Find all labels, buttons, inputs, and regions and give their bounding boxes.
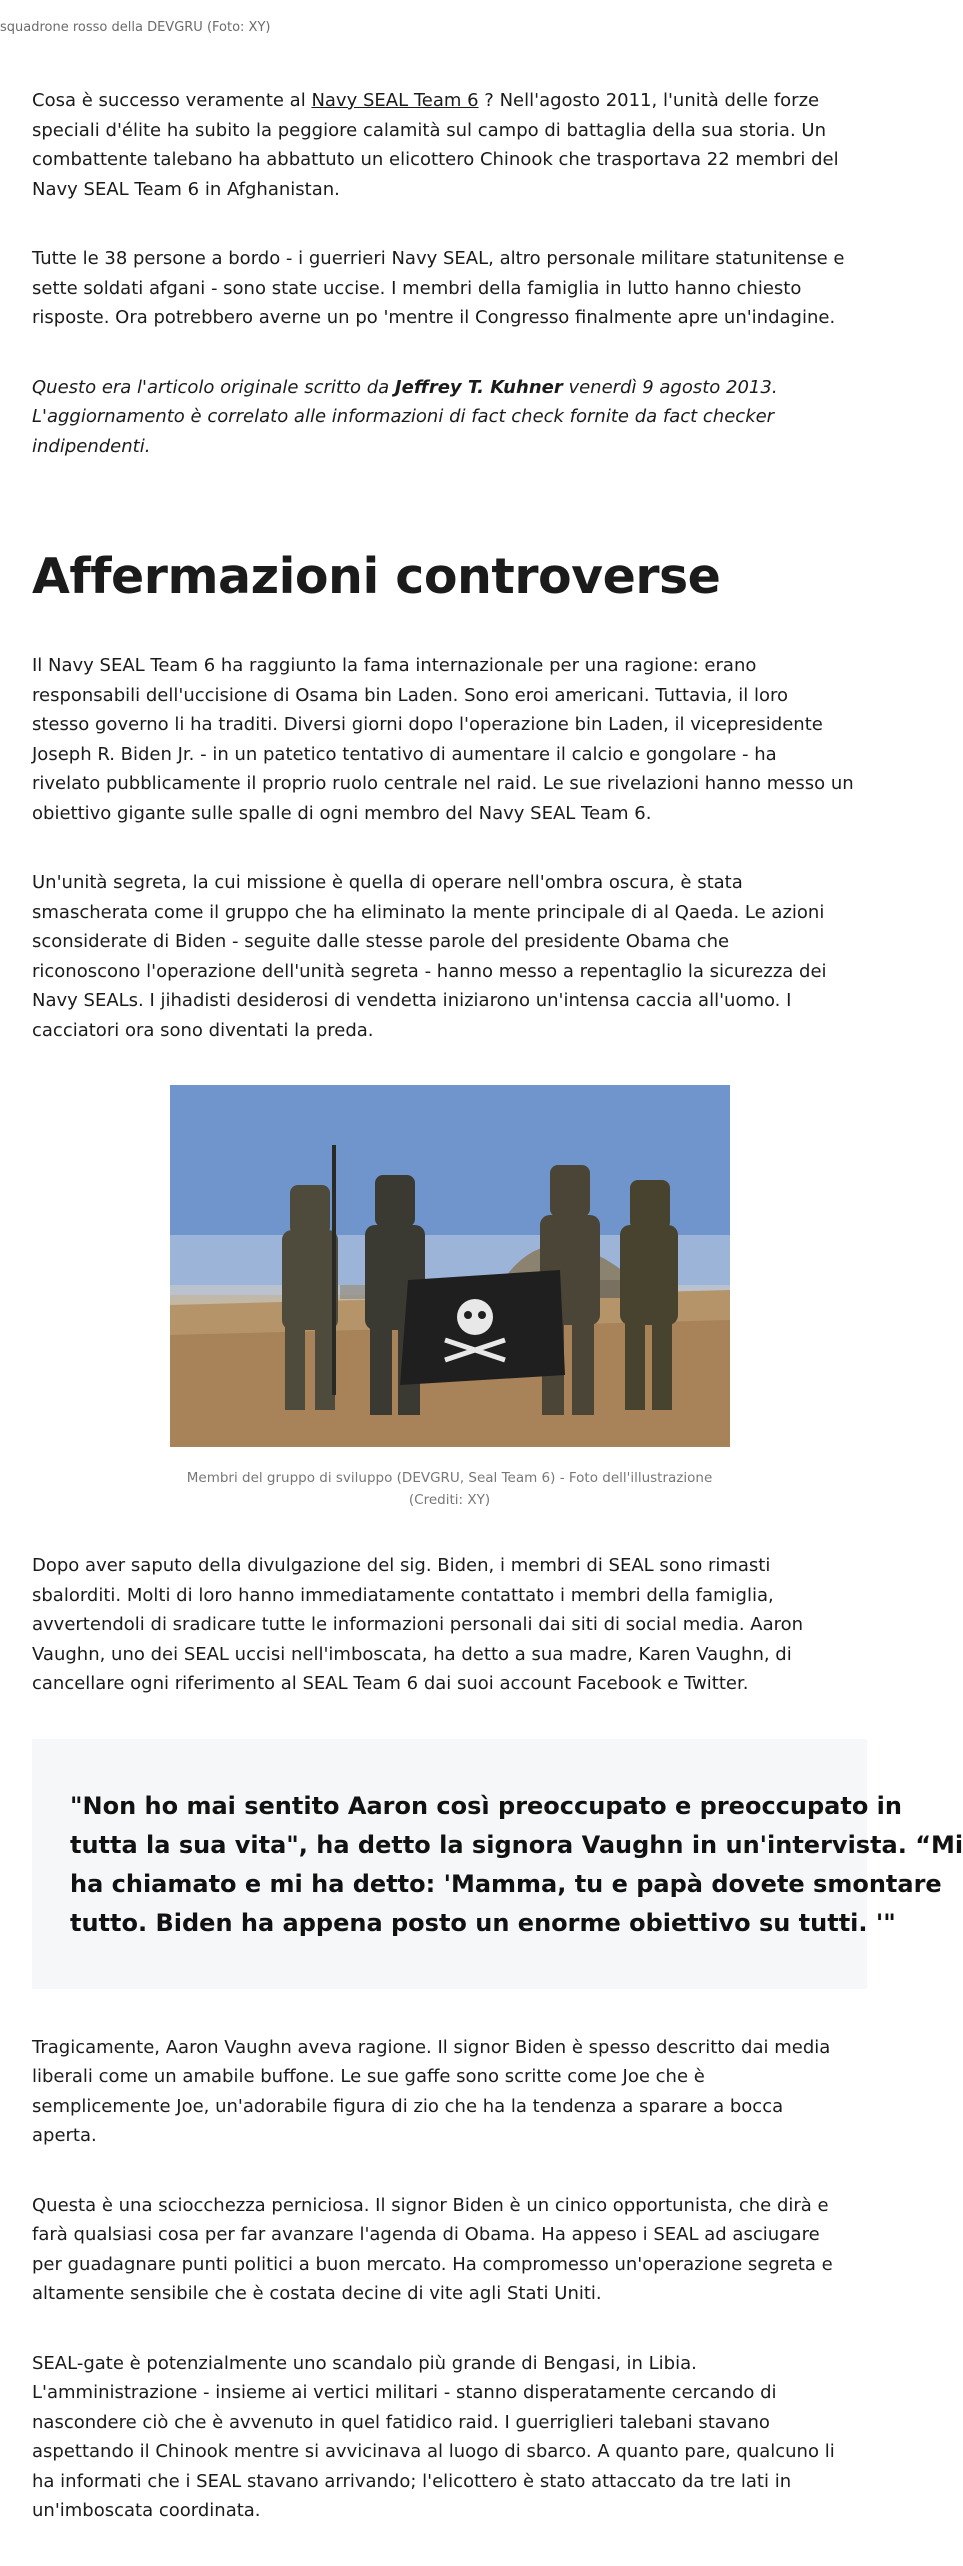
top-photo-caption: squadrone rosso della DEVGRU (Foto: XY) [0,20,271,35]
paragraph-line: Vaughn, uno dei SEAL uccisi nell'imboscata, ha detto a sua madre, Karen Vaughn, di [32,1643,792,1665]
pull-quote [32,1739,963,1989]
paragraph-tragically [32,2033,867,2151]
paragraph-line: aperta. [32,2125,97,2146]
caption-line: Membri del gruppo di sviluppo (DEVGRU, Seal Team 6) - Foto dell'illustrazione [186,1470,713,1486]
photo-caption [32,1467,867,1511]
article-body [32,86,963,2566]
paragraph-line: Tragicamente, Aaron Vaughn aveva ragione. Il signor Biden è spesso descritto dai media [32,2036,831,2058]
pull-quote-text [70,1787,963,1943]
paragraph-casualties [32,244,867,333]
caption-line: (Crediti: XY) [408,1492,491,1508]
paragraph-line: sbalorditi. Molti di loro hanno immediatamente contattato i membri della famiglia, [32,1584,774,1606]
paragraph-line: semplicemente Joe, un'adorabile figura di zio che ha la tendenza a sparare a bocca [32,2095,784,2117]
paragraph-line: cancellare ogni riferimento al SEAL Team 6 dai suoi account Facebook e Twitter. [32,1673,749,1694]
quote-line: tutto. Biden ha appena posto un enorme obiettivo su tutti. '" [70,1908,896,1937]
paragraph-line: per guadagnare punti politici a buon mercato. Ha compromesso un'operazione segreta e [32,2253,833,2275]
paragraph-line: obiettivo gigante sulle spalle di ogni membro del Navy SEAL Team 6. [32,802,652,824]
paragraph-line: cacciatori ora sono diventati la preda. [32,1019,374,1041]
paragraph-line: Questo era l'articolo originale scritto da Jeffrey T. Kuhner venerdì 9 agosto 2013. [32,376,778,398]
paragraph-line: combattente talebano ha abbattuto un elicottero Chinook che trasportava 22 membri del [32,149,839,170]
paragraph-line: Dopo aver saputo della divulgazione del sig. Biden, i membri di SEAL sono rimasti [32,1555,771,1576]
paragraph-editor-note [32,373,867,462]
paragraph-line: stesso governo li ha traditi. Diversi giorni dopo l'operazione bin Laden, il vicepresidente [32,714,823,735]
paragraph-aftermath [32,1551,867,1699]
paragraph-line: rivelato pubblicamente il proprio ruolo centrale nel raid. Le sue rivelazioni hanno messo un [32,773,854,794]
paragraph-line: ha informati che i SEAL stavano arrivando; l'elicottero è stato attaccato da tre lati in [32,2470,792,2492]
paragraph-line: farà qualsiasi cosa per far avanzare l'agenda di Obama. Ha appeso i SEAL ad asciugare [32,2224,820,2245]
quote-line: ha chiamato e mi ha detto: 'Mamma, tu e papà dovete smontare [70,1869,942,1898]
paragraph-line: Navy SEAL Team 6 in Afghanistan. [32,178,340,200]
paragraph-line: smascherata come il gruppo che ha eliminato la mente principale di al Qaeda. Le azioni [32,901,825,923]
paragraph-line: SEAL-gate è potenzialmente uno scandalo più grande di Bengasi, in Libia. [32,2352,697,2374]
paragraph-line: speciali d'élite ha subito la peggiore calamità sul campo di battaglia della sua storia. Un [32,119,826,141]
paragraph-line: indipendenti. [32,435,151,457]
paragraph-line: liberali come un amabile buffone. Le sue gaffe sono scritte come Joe che è [32,2066,705,2087]
photo-seal-team-flag [170,1085,730,1447]
navy-seal-team-6-link[interactable]: Navy SEAL Team 6 [311,90,479,111]
quote-line: tutta la sua vita", ha detto la signora Vaughn in un'intervista. “Mi [70,1830,963,1859]
article-photo [32,1085,867,1511]
paragraph-line: avvertendoli di sradicare tutte le informazioni personali dai siti di social media. Aaron [32,1614,804,1635]
paragraph-line: Navy SEALs. I jihadisti desiderosi di vendetta iniziarono un'intensa caccia all'uomo. I [32,990,792,1011]
paragraph-line: L'amministrazione - insieme ai vertici militari - stanno disperatamente cercando di [32,2382,777,2403]
paragraph-line: risposte. Ora potrebbero averne un po 'mentre il Congresso finalmente apre un'indagine. [32,307,836,328]
paragraph-line: riconoscono l'operazione dell'unità segreta - hanno messo a repentaglio la sicurezza dei [32,960,827,982]
photo-illustration [170,1085,730,1447]
paragraph-line: altamente sensibile che è costata decine di vite agli Stati Uniti. [32,2283,602,2304]
paragraph-line: Tutte le 38 persone a bordo - i guerrieri Navy SEAL, altro personale militare statunitense e [32,248,845,269]
paragraph-line: nascondere ciò che è avvenuto in quel fatidico raid. I guerriglieri talebani stavano [32,2411,770,2433]
paragraph-line: Cosa è successo veramente al Navy SEAL Team 6 ? Nell'agosto 2011, l'unità delle forze [32,90,820,111]
quote-line: "Non ho mai sentito Aaron così preoccupato e preoccupato in [70,1791,902,1820]
paragraph-line: sconsiderate di Biden - seguite dalle stesse parole del presidente Obama che [32,931,730,952]
paragraph-intro [32,86,867,204]
paragraph-exposed [32,868,867,1045]
author-name: Jeffrey T. Kuhner [394,376,563,398]
paragraph-line: Questa è una sciocchezza perniciosa. Il signor Biden è un cinico opportunista, che dirà e [32,2194,829,2216]
paragraph-line: aspettando il Chinook mentre si avvicinava al luogo di sbarco. A quanto pare, qualcuno li [32,2441,835,2462]
paragraph-line: sette soldati afgani - sono state uccise. I membri della famiglia in lutto hanno chiesto [32,277,802,299]
paragraph-line: Un'unità segreta, la cui missione è quella di operare nell'ombra oscura, è stata [32,872,743,893]
paragraph-seal-gate [32,2349,867,2526]
paragraph-line: L'aggiornamento è correlato alle informazioni di fact check fornite da fact checker [32,406,775,427]
paragraph-line: Joseph R. Biden Jr. - in un patetico tentativo di aumentare il calcio e gongolare - ha [32,743,777,765]
paragraph-line: un'imboscata coordinata. [32,2500,261,2521]
section-heading: Affermazioni controverse [32,548,721,605]
paragraph-line: Il Navy SEAL Team 6 ha raggiunto la fama internazionale per una ragione: erano [32,655,757,676]
paragraph-line: responsabili dell'uccisione di Osama bin Laden. Sono eroi americani. Tuttavia, il loro [32,684,788,706]
paragraph-opportunist [32,2191,867,2309]
paragraph-fame [32,651,867,828]
